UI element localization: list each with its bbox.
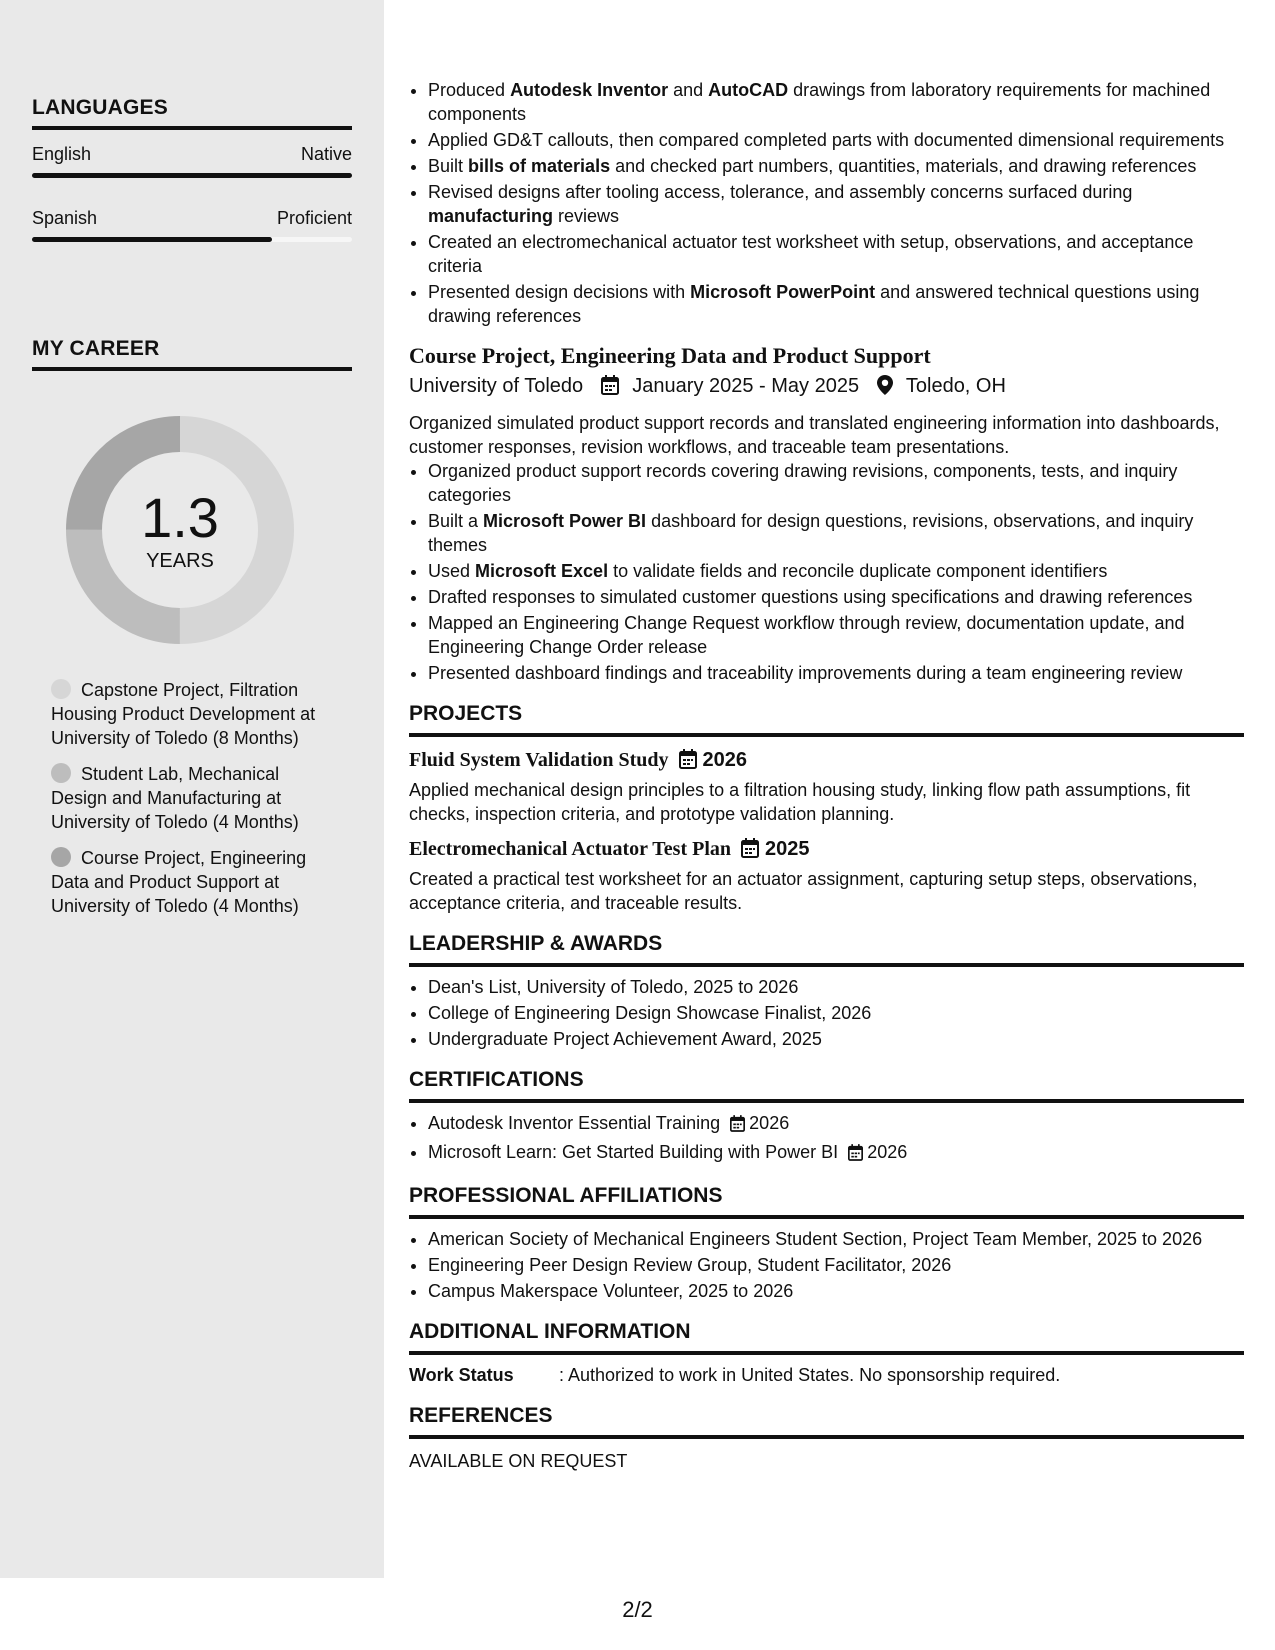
map-pin-icon <box>877 375 893 403</box>
bullet-text: Built <box>428 156 469 176</box>
bullet-text: dashboard for design questions, revisions, observations, and inquiry themes <box>428 511 1194 555</box>
language-proficiency-fill <box>32 237 272 242</box>
certification-name: Microsoft Learn: Get Started Building with Power BI <box>428 1142 839 1162</box>
language-level: Proficient <box>276 208 352 228</box>
languages-heading: LANGUAGES <box>32 96 352 130</box>
experience-bullet <box>428 128 1244 152</box>
bullet-text: and <box>668 80 709 100</box>
project-title <box>409 747 1244 776</box>
bullet-text: Organized product support records covering drawing revisions, components, tests, and inquiry categories <box>428 461 1178 505</box>
bullet-text: Revised designs after tooling access, tolerance, and assembly concerns surfaced during <box>428 182 1133 202</box>
calendar-icon <box>848 1143 863 1167</box>
career-legend-dot <box>51 679 71 699</box>
project-name: Fluid System Validation Study <box>409 749 669 771</box>
calendar-icon <box>679 749 697 776</box>
projects-heading: PROJECTS <box>409 701 1244 737</box>
bullet-text: Drafted responses to simulated customer questions using specifications and drawing references <box>428 587 1193 607</box>
references-heading: REFERENCES <box>409 1403 1244 1439</box>
work-status-label: Work Status <box>409 1365 514 1385</box>
project-year: 2026 <box>702 749 748 771</box>
bullet-text: to validate fields and reconcile duplicate component identifiers <box>608 561 1108 581</box>
job-bullet <box>428 585 1244 609</box>
job-bullets <box>409 459 1244 685</box>
career-item-text: Student Lab, Mechanical Design and Manufacturing at University of Toledo (4 Months) <box>51 764 299 832</box>
experience-bullets <box>409 78 1244 328</box>
calendar-icon <box>730 1114 745 1138</box>
job-bullet <box>428 611 1244 659</box>
experience-bullet <box>428 154 1244 178</box>
career-legend-dot <box>51 847 71 867</box>
job-title: Course Project, Engineering Data and Product Support <box>409 343 931 368</box>
career-total-unit: YEARS <box>146 550 214 572</box>
certifications-heading: CERTIFICATIONS <box>409 1067 1244 1103</box>
career-item <box>51 846 321 918</box>
career-item <box>51 678 321 750</box>
bullet-text: Presented design decisions with <box>428 282 691 302</box>
bold-keyword: AutoCAD <box>708 80 789 100</box>
project-description: Created a practical test worksheet for an actuator assignment, capturing setup steps, observations, acceptance criteria, and traceable results. <box>409 869 1198 913</box>
work-status-row <box>409 1363 1244 1387</box>
career-item <box>51 762 321 834</box>
bullet-text: drawings from laboratory requirements for machined components <box>428 80 1211 124</box>
bullet-text: Produced <box>428 80 511 100</box>
award-item: • Undergraduate Project Achievement Award, 2025 <box>428 1027 1244 1051</box>
project-name: Electromechanical Actuator Test Plan <box>409 838 732 860</box>
project-item <box>409 836 1244 915</box>
project-year: 2025 <box>765 838 810 860</box>
job-bullet <box>428 509 1244 557</box>
award-item: • Dean's List, University of Toledo, 2025 to 2026 <box>428 975 1244 999</box>
bold-keyword: Microsoft Excel <box>475 561 609 581</box>
language-name: Spanish <box>32 208 98 228</box>
bold-keyword: bills of materials <box>468 156 611 176</box>
language-name: English <box>32 144 92 164</box>
projects-list <box>409 747 1244 915</box>
career-heading: MY CAREER <box>32 337 352 371</box>
career-legend-dot <box>51 763 71 783</box>
bullet-text: Mapped an Engineering Change Request workflow through review, documentation update, and Engineering Change Order release <box>428 613 1185 657</box>
job-bullet <box>428 661 1244 685</box>
award-item: • College of Engineering Design Showcase Finalist, 2026 <box>428 1001 1244 1025</box>
project-item <box>409 747 1244 826</box>
career-item-text: Capstone Project, Filtration Housing Product Development at University of Toledo (8 Months) <box>51 680 316 748</box>
career-item-text: Course Project, Engineering Data and Product Support at University of Toledo (4 Months) <box>51 848 307 916</box>
job-bullet <box>428 559 1244 583</box>
job-dates: January 2025 - May 2025 <box>632 375 860 397</box>
work-status-value: : Authorized to work in United States. No sponsorship required. <box>559 1365 1061 1385</box>
certification-year: 2026 <box>749 1113 790 1133</box>
language-proficiency-fill <box>32 173 352 178</box>
language-item <box>32 144 352 178</box>
language-row <box>32 208 352 229</box>
bold-keyword: Microsoft Power BI <box>483 511 647 531</box>
job-summary: Organized simulated product support records and translated engineering information into dashboards, customer responses, revision workflows, and traceable team presentations. <box>409 413 1220 457</box>
career-section <box>32 337 352 371</box>
experience-bullet <box>428 280 1244 328</box>
project-description: Applied mechanical design principles to a filtration housing study, linking flow path assumptions, fit checks, inspection criteria, and prototype validation planning. <box>409 780 1191 824</box>
page-number: 2/2 <box>622 1597 653 1622</box>
languages-list <box>32 144 352 242</box>
job-meta <box>409 372 1244 403</box>
certification-year: 2026 <box>867 1142 908 1162</box>
bullet-text: and answered technical questions using drawing references <box>428 282 1200 326</box>
language-proficiency-bar <box>32 173 352 178</box>
bullet-text: and checked part numbers, quantities, materials, and drawing references <box>610 156 1197 176</box>
main-content <box>409 78 1244 1473</box>
leadership-list <box>409 975 1244 1051</box>
additional-info-heading: ADDITIONAL INFORMATION <box>409 1319 1244 1355</box>
career-list <box>51 678 321 930</box>
affiliation-item: • Campus Makerspace Volunteer, 2025 to 2026 <box>428 1279 1244 1303</box>
job-bullet <box>428 459 1244 507</box>
project-title <box>409 836 1244 865</box>
affiliations-list <box>409 1227 1244 1303</box>
bullet-text: reviews <box>553 206 620 226</box>
certification-name: Autodesk Inventor Essential Training <box>428 1113 721 1133</box>
languages-section <box>32 96 352 242</box>
language-item <box>32 208 352 242</box>
career-total-value: 1.3 <box>141 486 219 549</box>
affiliations-heading: PROFESSIONAL AFFILIATIONS <box>409 1183 1244 1219</box>
bullet-text: Created an electromechanical actuator test worksheet with setup, observations, and acceptance criteria <box>428 232 1194 276</box>
certifications-list <box>409 1111 1244 1167</box>
bullet-text: Presented dashboard findings and traceability improvements during a team engineering review <box>428 663 1183 683</box>
experience-bullet <box>428 230 1244 278</box>
experience-bullet <box>428 78 1244 126</box>
references-text: AVAILABLE ON REQUEST <box>409 1451 628 1471</box>
experience-bullet <box>428 180 1244 228</box>
bold-keyword: Autodesk Inventor <box>510 80 669 100</box>
language-row <box>32 144 352 165</box>
bullet-text: Built a <box>428 511 484 531</box>
language-proficiency-bar <box>32 237 352 242</box>
calendar-icon <box>741 838 759 865</box>
affiliation-item: • Engineering Peer Design Review Group, Student Facilitator, 2026 <box>428 1253 1244 1277</box>
bold-keyword: manufacturing <box>428 206 554 226</box>
bullet-text: Used <box>428 561 476 581</box>
certification-item <box>428 1140 1244 1167</box>
job-org: University of Toledo <box>409 375 584 397</box>
calendar-icon <box>601 375 619 403</box>
bold-keyword: Microsoft PowerPoint <box>690 282 876 302</box>
certification-item <box>428 1111 1244 1138</box>
bullet-text: Applied GD&T callouts, then compared completed parts with documented dimensional requirements <box>428 130 1225 150</box>
leadership-heading: LEADERSHIP & AWARDS <box>409 931 1244 967</box>
affiliation-item: • American Society of Mechanical Engineers Student Section, Project Team Member, 2025 to 2026 <box>428 1227 1244 1251</box>
sidebar <box>0 0 384 1578</box>
job-location: Toledo, OH <box>905 375 1006 397</box>
language-level: Native <box>300 144 352 164</box>
